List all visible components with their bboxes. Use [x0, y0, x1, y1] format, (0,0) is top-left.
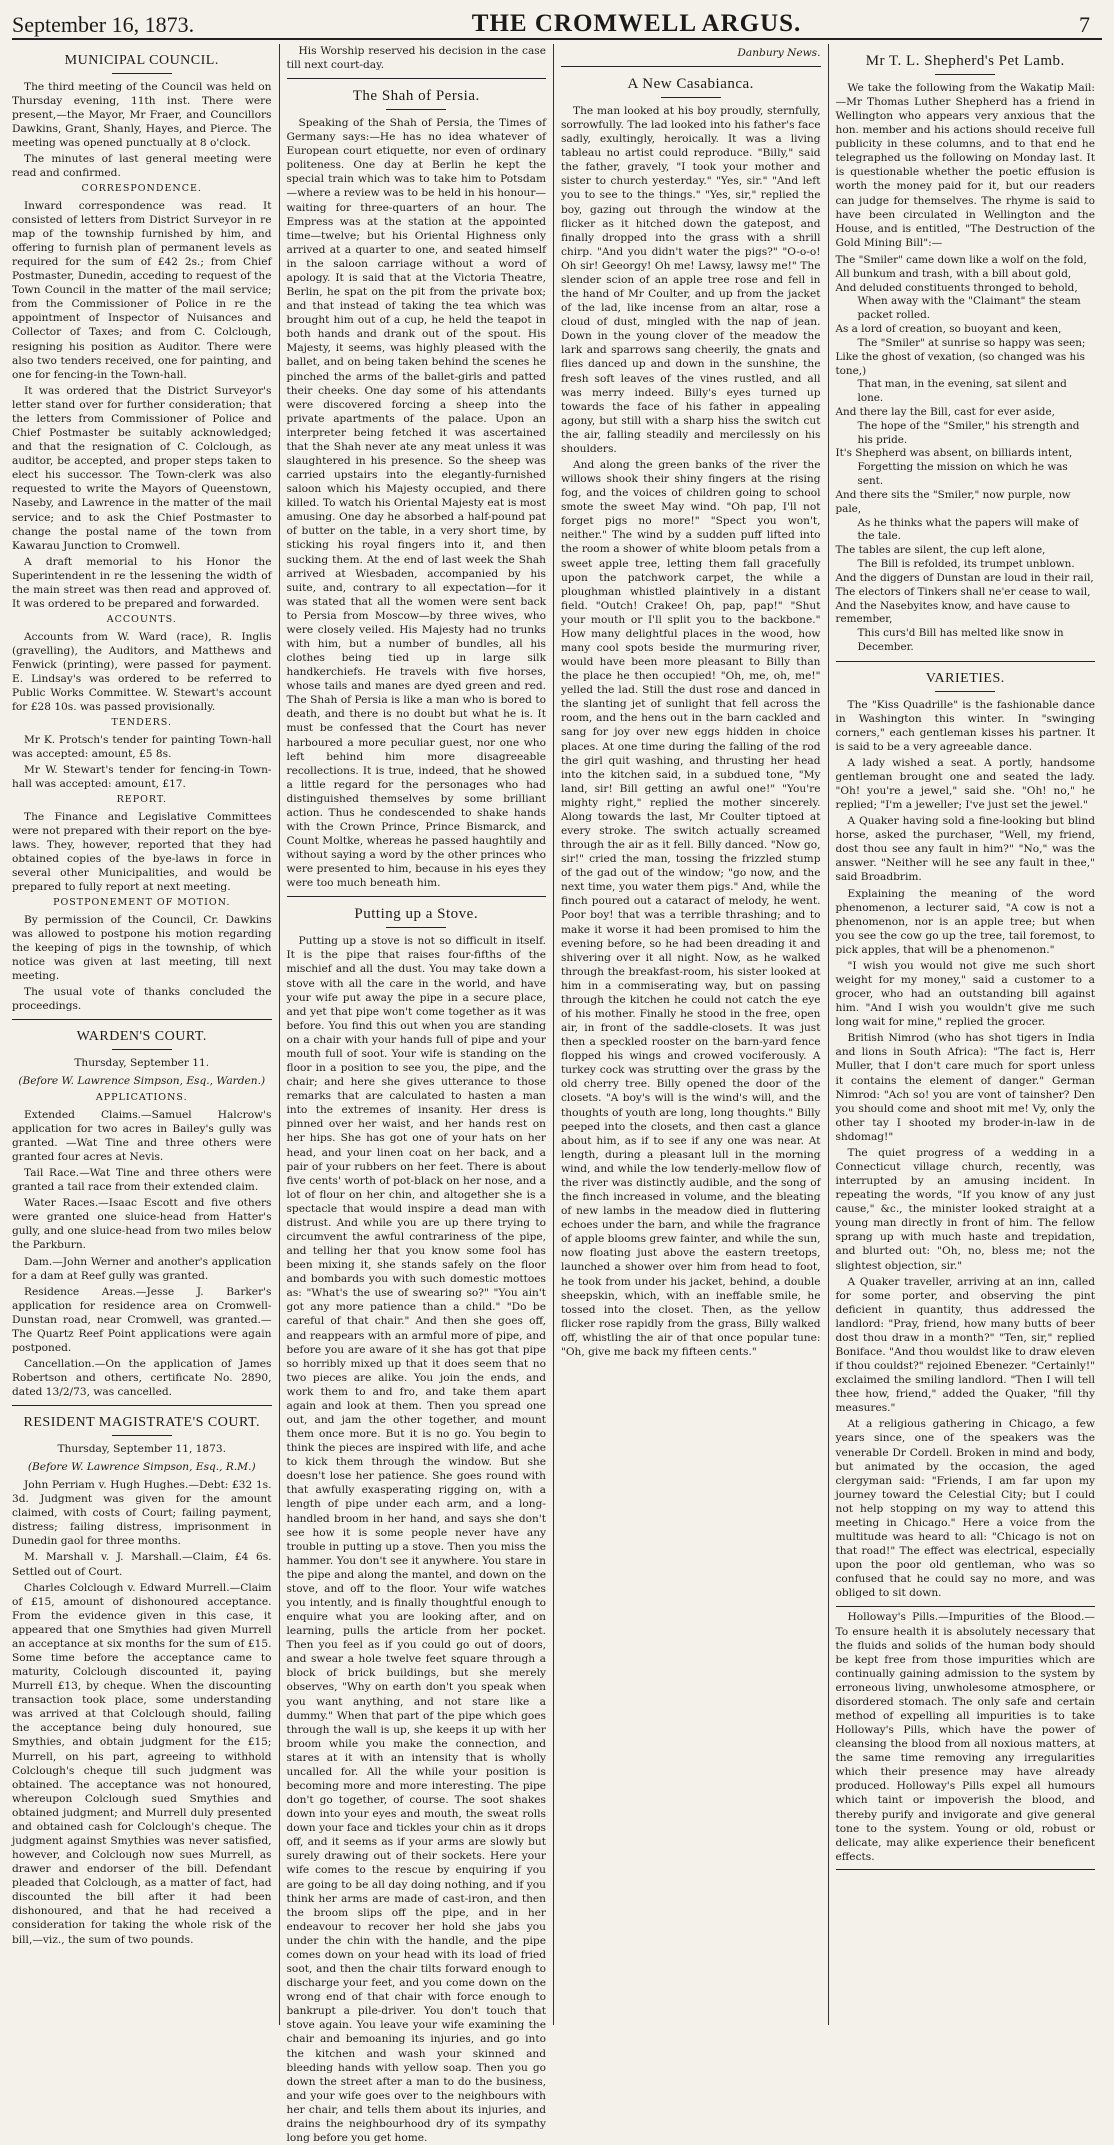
rm-heading: RESIDENT MAGISTRATE'S COURT. [23, 1415, 260, 1431]
warden-before: (Before W. Lawrence Simpson, Esq., Warden.) [18, 1075, 266, 1088]
poem-line: And there lay the Bill, cast for ever aside, [835, 405, 1055, 418]
casabianca-body-2: And along the green banks of the river the willows shook their shiny fingers at the rising fog, and the voices of children going to school smote the sweet May wind. "Oh pap, I'll not forget pigs no more!" "Spect you won't, neither." The wind by a sudden puff lifted into the room a shower of white bloom petals from a sweet apple tree, letting them fall gracefully upon the patchwork carpet, the while a ploughman whistled plaintively in a distant field. "Outch! Crakee! Oh, pap, pap!" "Shut your mouth or I'll split you to the backbone." How many delightful places in the wood, how many cool spots beside the murmuring river, would have been more pleasant to Billy than the place he then occupied! "Oh, me, oh, me!" yelled the lad. Still the dust rose and danced in the slanting jet of sunlight that fell across the room, and the hens out in the barn cackled and sang for joy over new eggs hidden in choice places. At one time during the falling of the rod the girl quit washing, and thrusting her head into the kitchen said, in a subdued tone, "My land, sir! Bill getting an awful one!" "You're mighty right," replied the mother sincerely. Along towards the last, Mr Coulter tiptoed at every stroke. The switch actually screamed through the air as it fell. Billy danced. "Now go, sir!" cried the man, tossing the frizzled stump of the gad out of the window; "go now, and the next time, you water them pigs." And, while the finch poured out a cataract of melody, he went. Poor boy! that was a terrible thrashing; and to make it worse it had been promised to him the evening before, so he had been dreading it and shivering over it all night. Now, as he walked through the breakfast-room, his sister looked at him in a commiserating way, but on passing through the kitchen he could not catch the eye of his mother. Finally he stood in the free, open air, in front of the saddle-closets. It was just then a speckled rooster on the barn-yard fence flopped his wings and crowed vociferously. A turkey cock was strutting over the grass by the old cherry tree. Billy opened the door of the closets. "A boy's will is the wind's will, and the thoughts of youth are long, long thoughts." Billy peeped into the closets, and then cast a glance about him, as if to see if any one was near. At length, during a pleasant lull in the morning wind, and while the low tenderly-mellow flow of the river was distinctly audible, and the song of the finch increased in volume, and the bleating of new lambs in the meadow died in fluttering echoes under the barn, and while the fragrance of apple blooms grew fainter, and while the sun, now floating just above the eastern treetops, launched a shower over him from head to foot, he took from under his jacket, behind, a double sheepskin, which, with an ineffable smile, he tossed into the closet. Then, as the yellow flicker rose rapidly from the grass, Billy walked off, whistling the air of that once popular tune: "Oh, give me back my fifteen cents." [561, 458, 821, 1358]
casabianca-heading: A New Casabianca. [627, 76, 754, 93]
poem-line: This curs'd Bill has melted like snow in December. [857, 627, 1064, 654]
columns [12, 44, 1102, 2144]
heading-rule [935, 691, 995, 692]
issue-date: September 16, 1873. [12, 12, 195, 37]
poem-line: The "Smiler" at sunrise so happy was seen; [857, 336, 1086, 349]
warden-date: Thursday, September 11. [74, 1056, 210, 1069]
council-thanks: The usual vote of thanks concluded the proceedings. [12, 986, 272, 1013]
council-memorial: A draft memorial to his Honor the Superintendent in re the lessening the width of the main street was then read and approved of. It was ordered to be prepared and forwarded. [12, 555, 272, 610]
subhead-tenders: TENDERS. [111, 717, 172, 729]
shah-body: Speaking of the Shah of Persia, the Times of Germany says:—He has no idea whatever of European court etiquette, nor even of ordinary politeness. One day at Berlin he kept the special train which was to take him to Potsdam—where a review was to be held in his honour—waiting for three-quarters of an hour. The Empress was at the station at the appointed time—twelve; but his Oriental Highness only arrived at a quarter to one, and seated himself in the saloon carriage without a word of apology. It is said that at the Victoria Theatre, Berlin, he spat on the pit from the private box; and that instead of taking the tea which was brought him out of a cup, he held the teapot in both hands and drank out of the spout. His Majesty, it seems, was highly pleased with the ballet, and on being taken behind the scenes he pinched the arms of the ballet-girls and patted their cheeks. One day some of his attendants were discovered forcing a sheep into the private apartments of the palace. Upon an interpreter being fetched it was ascertained that the Shah never ate any meat unless it was slaughtered in his presence. So the sheep was carried upstairs into the elegantly-furnished saloon which his Majesty occupied, and there killed. To watch his Oriental Majesty eat is most amusing. One day he absorbed a half-pound pat of butter on the table, in a very short time, by sticking his royal fingers into it, and then sucking them. At the end of last week the Shah arrived at Wiesbaden, accompanied by his suite, and, contrary to all expectation—for it was stated that all the women were sent back to Persia from Moscow—by three wives, who were closely veiled. His Majesty had no trunks with him, but a number of bundles, all his clothes being tied up in large silk handkerchiefs. He travels with five horses, whose tails and manes are dyed green and red. The Shah of Persia is like a man who is bored to death, and there is no doubt but what he is. It must be confessed that the Court has never harboured a more peculiar guest, nor one who left behind him more disagreeable recollections. It is true, indeed, that he showed a little regard for the personages who had distinguished themselves by some brilliant action. Thus he condescended to shake hands with the Crown Prince, Prince Bismarck, and Count Moltke, whereas he passed haughtily and without saying a word by the other princes who were presented to him, because in his eyes they were too much beneath him. [286, 117, 546, 890]
poem-line: The electors of Tinkers shall ne'er cease to wail, [835, 585, 1091, 598]
variety-item: Explaining the meaning of the word phenomenon, a lecturer said, "A cow is not a phenomenon, nor is an apple tree; but when you see the cow go up the tree, tail foremost, to pick apples, that will be a phenomenon." [835, 887, 1095, 956]
rm-worship: His Worship reserved his decision in the case till next court-day. [286, 45, 546, 72]
warden-item-5: Residence Areas.—Jesse J. Barker's application for residence area on Cromwell-Dunstan road, near Cromwell, was granted.—The Quartz Reef Point applications were again postponed. [12, 1285, 272, 1354]
poem-line: As a lord of creation, so buoyant and keen, [835, 323, 1062, 336]
council-heading: MUNICIPAL COUNCIL. [64, 53, 219, 68]
shah-heading: The Shah of Persia. [352, 88, 480, 105]
rm-case-3: Charles Colclough v. Edward Murrell.—Claim of £15, amount of dishonoured acceptance. From the evidence given in this case, it appeared that one Smythies had given Murrell an acceptance at six months for the sum of £15. Some time before the acceptance came to maturity, Colclough discounted it, paying Murrell £13, by cheque. When the discounting transaction took place, some understanding was arrived at that Colclough should, failing the acceptance being duly honoured, sue Smythies, and obtain judgment for the £15; Murrell, on his part, agreeing to withhold Colclough's cheque till such judgment was obtained. The acceptance was not honoured, whereupon Colclough sued Smythies and obtained judgment; and Murrell duly presented and obtained cash for Colclough's cheque. The judgment against Smythies was never satisfied, however, and Colclough now sues Murrell, as drawer and endorser of the bill. Defendant pleaded that Colclough, as a matter of fact, had discounted the bill after it had been dishonoured, and that he had received a consideration for taking the whole risk of the bill,—viz., the sum of two pounds. [12, 1581, 272, 1946]
holloway-ad: Holloway's Pills.—Impurities of the Blood.—To ensure health it is absolutely necessary that the fluids and solids of the human body should be kept free from those impurities which are continually gaining admission to the system by erroneous living, unwholesome atmosphere, or disordered stomach. The only safe and certain method of expelling all impurities is to take Holloway's Pills, which have the power of cleansing the blood from all noxious matters, at the same time removing any irregularities which their presence may have already produced. Holloway's Pills expel all humours which taint or impoverish the blood, and thereby purify and invigorate and give general tone to the system. Young or old, robust or delicate, may alike experience their beneficent effects. [835, 1611, 1095, 1863]
council-accounts: Accounts from W. Ward (race), R. Inglis (gravelling), the Auditors, and Matthews and Fenwick (printing), were passed for payment. E. Lindsay's was ordered to be referred to Public Works Committee. W. Stewart's account for £28 10s. was passed provisionally. [12, 630, 272, 714]
poem-line: It's Shepherd was absent, on billiards intent, [835, 447, 1073, 460]
poem-line: As he thinks what the papers will make of the tale. [857, 516, 1079, 543]
warden-heading: WARDEN'S COURT. [76, 1029, 207, 1045]
subhead-accounts: ACCOUNTS. [106, 614, 177, 626]
poem-line: The "Smiler" came down like a wolf on the fold, [835, 253, 1087, 266]
poem-line: The Bill is refolded, its trumpet unblown. [857, 558, 1075, 571]
subhead-applications: APPLICATIONS. [95, 1092, 188, 1104]
variety-item: A Quaker having sold a fine-looking but blind horse, asked the purchaser, "Well, my friend, dost thou see any fault in him?" "No," was the answer. "Neither will he see any fault in thee," said Broadbrim. [835, 815, 1095, 884]
heading-rule [112, 73, 172, 74]
warden-item-6: Cancellation.—On the application of James Robertson and others, certificate No. 2890, dated 13/2/73, was cancelled. [12, 1358, 272, 1399]
newspaper-title: THE CROMWELL ARGUS. [471, 10, 802, 37]
divider [287, 78, 547, 79]
warden-item-1: Extended Claims.—Samuel Halcrow's application for two acres in Bailey's gully was granted. —Wat Tine and three others were granted four acres at Nevis. [12, 1108, 272, 1163]
variety-item: The quiet progress of a wedding in a Connecticut village church, recently, was interrupted by an amusing incident. In repeating the words, "If you know of any just cause," &c., the minister looked straight at a young man directly in front of him. The fellow sprang up with much haste and trepidation, and blurted out: "Oh, no, bless me; not the slightest objection, sir." [835, 1146, 1095, 1272]
rm-date: Thursday, September 11, 1873. [57, 1442, 227, 1455]
warden-item-2: Tail Race.—Wat Tine and three others were granted a tail race from their extended claim. [12, 1167, 272, 1194]
heading-rule [661, 97, 721, 98]
poem-line: And deluded constituents thronged to behold, [835, 281, 1078, 294]
rm-case-2: M. Marshall v. J. Marshall.—Claim, £4 6s. Settled out of Court. [12, 1551, 272, 1578]
casabianca-body-1: The man looked at his boy proudly, sternfully, sorrowfully. The lad looked into his father's face sadly, exultingly, heroically. It was a living tableau no artist could reproduce. "Billy," said the father, gravely, "I took your mother and sister to church yesterday." "Yes, sir." "And left you to see to the things." "Yes, sir," replied the boy, gazing out through the window at the flicker as it hitched down the gatepost, and finally dropped into the grass with a shrill chirp. "And you didn't water the pigs?" "O-o-o! Oh sir! Geeorgy! Oh me! Lawsy, lawsy me!" The slender scion of an apple tree rose and fell in the hand of Mr Coulter, and up from the jacket of the lad, like incense from an altar, rose a cloud of dust, mingled with the nap of jean. Down in the young clover of the meadow the lark and sparrows sang cheerily, the gnats and flies danced up and down in the sunshine, the fresh soft leaves of the vines rustled, and all was merry indeed. Billy's eyes turned up towards the face of his father in appealing agony, but still with a sharp hiss the switch cut the air, falling steadily and mercilessly on his shoulders. [561, 105, 821, 455]
poem-line: And the diggers of Dunstan are loud in their rail, [835, 571, 1094, 584]
council-report: The Finance and Legislative Committees were not prepared with their report on the bye-laws. They, however, reported that they had obtained copies of the bye-laws in force in several other Municipalities, and would be prepared to fully report at next meeting. [12, 810, 272, 894]
column-4 [829, 44, 1103, 2025]
masthead [12, 8, 1102, 40]
warden-item-3: Water Races.—Isaac Escott and five others were granted one sluice-head from Hatter's gully, and one sluice-head from two miles below the Parkburn. [12, 1197, 272, 1252]
subhead-postponement: POSTPONEMENT OF MOTION. [53, 897, 231, 909]
column-2 [280, 44, 555, 2144]
column-1 [12, 44, 280, 2025]
council-ordered: It was ordered that the District Surveyor's letter stand over for further consideration; that the letters from Commissioner of Police and Chief Postmaster be suitably acknowledged; and that the resignation of C. Colclough, as auditor, be accepted, and proper steps taken to elect his successor. The Town-clerk was also requested to write the Mayors of Queenstown, Naseby, and Lawrence in the matter of the mail service; and to ask the Chief Postmaster to change the postal name of the town from Kawarau Junction to Cromwell. [12, 384, 272, 552]
lamb-poem [836, 254, 1096, 655]
rm-before: (Before W. Lawrence Simpson, Esq., R.M.) [27, 1460, 256, 1473]
column-3 [554, 44, 829, 2025]
poem-line: And there sits the "Smiler," now purple, now pale, [835, 488, 1071, 515]
poem-line: Forgetting the mission on which he was sent. [857, 461, 1068, 488]
subhead-correspondence: CORRESPONDENCE. [81, 183, 202, 195]
divider [12, 1405, 272, 1406]
divider [287, 896, 547, 897]
variety-item: "I wish you would not give me such short weight for my money," said a customer to a grocer, who had an outstanding bill against him. "And I wish you wouldn't give me such long wait for mine," replied the grocer. [835, 959, 1095, 1029]
variety-item: A Quaker traveller, arriving at an inn, called for some porter, and observing the pint deficient in quantity, thus addressed the landlord: "Pray, friend, how many butts of beer dost thou draw in a month?" "Ten, sir," replied Boniface. "And thou wouldst like to draw eleven if thou couldst?" rejoined Ebenezer. "Certainly!" exclaimed the smiling landlord. "Then I will tell thee how, friend," added the Quaker, "fill thy measures." [835, 1275, 1095, 1415]
heading-rule [386, 109, 446, 110]
heading-rule [112, 1435, 172, 1436]
poem-line: All bunkum and trash, with a bill about gold, [835, 267, 1072, 280]
page-number: 7 [1078, 12, 1090, 37]
stove-body: Putting up a stove is not so difficult in itself. It is the pipe that raises four-fifths of the mischief and all the dust. You may take down a stove with all the care in the world, and have your wife put away the pipe in a secure place, and yet that pipe won't come together as it was before. You find this out when you are standing on a chair with your hands full of pipe and your mouth full of soot. Your wife is standing on the floor in a position to see you, the pipe, and the chair; and here she gives utterance to those remarks that are calculated to hasten a man into the extremes of insanity. Her dress is pinned over her waist, and her hands rest on her hips. She has got one of your hats on her head, and your linen coat on her back, and a pair of your rubbers on her feet. There is about five cents' worth of pot-black on her nose, and a lot of flour on her chin, and altogether she is a spectacle that would inspire a dead man with distrust. And while you are up there trying to circumvent the awful contrariness of the pipe, and telling her that you know some fool has been mixing it, she stands safely on the floor and bombards you with such domestic mottoes as: "What's the use of swearing so?" "You ain't got any more patience than a child." "Do be careful of that chair." And then she goes off, and reappears with an armful more of pipe, and before you are aware of it she has got that pipe so horribly mixed up that it does seem that no two pieces are alike. You join the ends, and work them to and fro, and take them apart again and look at them. Then you spread one out, and jam the other together, and mount them once more. But it is no go. You begin to think the pieces are inspired with life, and ache to kick them through the window. But she doesn't lose her patience. She goes round with that awfully exasperating rigging on, with a length of pipe under each arm, and a long-handled broom in her hand, and says she don't see how it is some people never have any trouble in putting up a stove. Then you miss the hammer. You don't see it anywhere. You stare in the pipe and along the mantel, and down on the stove, and off to the floor. Your wife watches you intently, and is finally thoughtful enough to enquire what you are looking after, and on learning, pulls the article from her pocket. Then you feel as if you could go out of doors, and swear a hole twelve feet square through a block of brick buildings, but she merely observes, "Why on earth don't you speak when you want anything, and not stare like a dummy." When that part of the pipe which goes through the wall is up, she keeps it up with her broom while you make the connection, and stares at it with an intensity that is wholly uncalled for. All the while your position is becoming more and more interesting. The pipe don't go together, of course. The soot shakes down into your eyes and mouth, the sweat rolls down your face and tickles your chin as it drops off, and it seems as if your arms are slowly but surely drawing out of their sockets. Here your wife comes to the rescue by enquiring if you are going to be all day doing nothing, and if you think her arms are made of cast-iron, and then the broom slips off the pipe, and in her endeavour to recover her hold she jabs you under the chin with the handle, and the pipe comes down on your head with its load of fried soot, and then the chair tilts forward enough to discharge your feet, and you come down on the wrong end of that chair with force enough to bankrupt a pile-driver. You don't touch that stove again. You leave your wife examining the chair and bemoaning its injuries, and go into the kitchen and wash your skinned and bleeding hands with yellow soap. Then you go down the street after a man to do the business, and your wife goes over to the neighbours with her chair, and tells them about its injuries, and drains the neighbourhood dry of its sympathy long before you get home. [286, 935, 546, 2144]
lamb-body: We take the following from the Wakatip Mail:—Mr Thomas Luther Shepherd has a friend in Wellington who appears very anxious that the hon. member and his actions should receive full publicity in these columns, and to that end he telegraphed us the following on Monday last. It is questionable whether the poetic effusion is worth the money paid for it, but our readers can judge for themselves. The rhyme is said to have been circulated in Wellington and the House, and is entitled, "The Destruction of the Gold Mining Bill":— [835, 81, 1095, 249]
poem-line: The hope of the "Smiler," his strength and his pride. [857, 419, 1080, 446]
heading-rule [935, 74, 995, 75]
poem-line: Like the ghost of vexation, (so changed was his tone,) [835, 350, 1085, 377]
variety-item: A lady wished a seat. A portly, handsome gentleman brought one and seated the lady. "Oh! you're a jewel," said she. "Oh! no," he replied; "I'm a jeweller; I've just set the jewel." [835, 756, 1095, 812]
warden-item-4: Dam.—John Werner and another's application for a dam at Reef gully was granted. [12, 1255, 272, 1282]
varieties-heading: VARIETIES. [925, 670, 1005, 686]
heading-rule [386, 927, 446, 928]
council-correspondence: Inward correspondence was read. It consisted of letters from District Surveyor in re map of the township furnished by him, and offering to furnish plan of permanent levels as required for the sum of £42 2s.; from Chief Postmaster, Dunedin, acceding to request of the Town Council in the matter of the mail service; from the Commissioner of Police in re the appointment of Inspector of Nuisances and Collector of Taxes; and from C. Colclough, resigning his position as Auditor. There were also two tenders received, one for painting, and one for fencing-in the Town-hall. [12, 199, 272, 381]
council-postponement: By permission of the Council, Cr. Dawkins was allowed to postpone his motion regarding the keeping of pigs in the township, of which notice was given at last meeting, till next meeting. [12, 913, 272, 983]
council-tender-2: Mr W. Stewart's tender for fencing-in Town-hall was accepted: amount, £17. [12, 763, 272, 790]
lamb-heading: Mr T. L. Shepherd's Pet Lamb. [865, 53, 1065, 69]
subhead-report: REPORT. [116, 794, 167, 806]
poem-line: When away with the "Claimant" the steam packet rolled. [857, 295, 1081, 322]
variety-item: At a religious gathering in Chicago, a few years since, one of the speakers was the venerable Dr Cordell. Broken in mind and body, but animated by the occasion, the aged clergyman said: "Friends, I am far upon my journey toward the Celestial City; but I could not help stopping on my way to attend this meeting in Chicago." Here a voice from the multitude was heard to all: "Chicago is not on that road!" The effect was electrical, especially upon the poor old gentleman, who was so confused that he could say no more, and was obliged to sit down. [835, 1418, 1095, 1600]
council-tender-1: Mr K. Protsch's tender for painting Town-hall was accepted: amount, £5 8s. [12, 733, 272, 760]
divider [561, 66, 821, 67]
divider [836, 661, 1096, 662]
poem-line: The tables are silent, the cup left alone, [835, 544, 1046, 557]
stove-heading: Putting up a Stove. [354, 906, 479, 923]
variety-item: British Nimrod (who has shot tigers in India and lions in South Africa): "The fact is, Herr Muller, that I don't care much for sport unless it contains the element of danger." German Nimrod: "Ach so! you are vont of tainsher? Den you should come and shoot mit me! Vy, only the other tay I shooted my broder-in-law in de shdomag!" [835, 1032, 1095, 1143]
poem-line: That man, in the evening, sat silent and lone. [857, 378, 1067, 405]
council-intro: The third meeting of the Council was held on Thursday evening, 11th inst. There were present,—the Mayor, Mr Fraer, and Councillors Dawkins, Grant, Shanly, Hayes, and Pierce. The meeting was opened punctually at 8 o'clock. [12, 80, 272, 149]
poem-line: And the Nasebyites know, and have cause to remember, [835, 599, 1071, 626]
rm-case-1: John Perriam v. Hugh Hughes.—Debt: £32 1s. 3d. Judgment was given for the amount claimed, with costs of Court; failing payment, distress; failing distress, imprisonment in Dunedin gaol for three months. [12, 1479, 272, 1548]
advertisement [836, 1606, 1096, 1869]
variety-item: The "Kiss Quadrille" is the fashionable dance in Washington this winter. In "swinging corners," each gentleman kisses his partner. It is said to be a very agreeable dance. [835, 698, 1095, 753]
stove-source: Danbury News. [737, 47, 821, 59]
council-minutes: The minutes of last general meeting were read and confirmed. [12, 153, 272, 180]
heading-rule [112, 1049, 172, 1050]
divider [12, 1019, 272, 1020]
